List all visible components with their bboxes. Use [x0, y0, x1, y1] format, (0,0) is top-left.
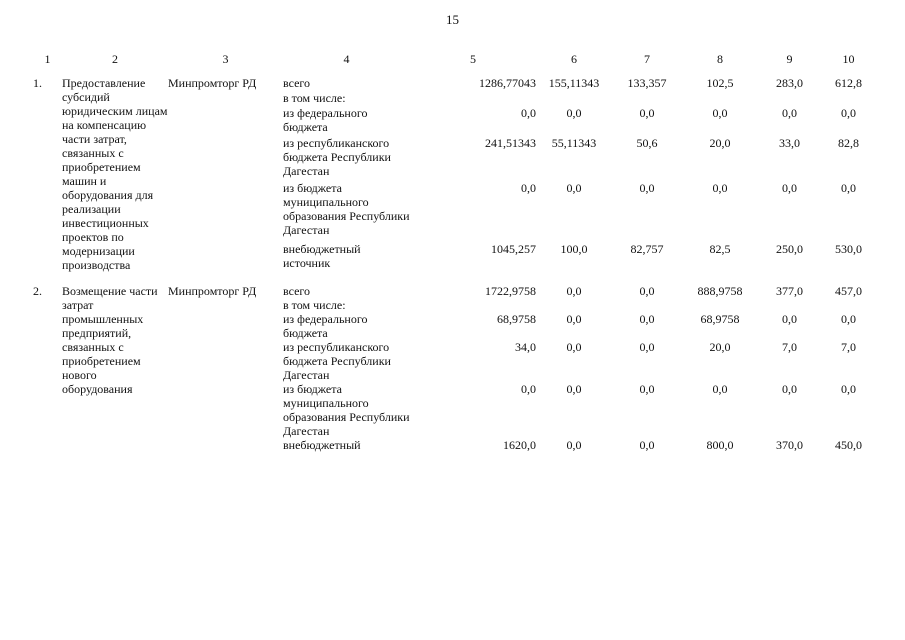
value-cell: 0,0 — [639, 106, 655, 121]
header-cell: 7 — [644, 52, 650, 66]
page-number: 15 — [446, 12, 459, 27]
value-cell — [536, 91, 612, 106]
value-cell — [758, 91, 821, 106]
value-cell: 457,0 — [835, 284, 862, 298]
value-cell: 1722,9758 — [485, 284, 536, 298]
value-cell: 1286,77043 — [479, 76, 536, 90]
funding-source: из республиканского бюджета Республики Дагестан — [283, 136, 391, 179]
value-cell: 283,0 — [776, 76, 803, 90]
value-cell: 0,0 — [639, 438, 655, 452]
header-cell: 2 — [112, 52, 118, 66]
value-cell — [758, 298, 821, 312]
value-cell: 0,0 — [566, 382, 582, 396]
value-cell — [682, 298, 758, 312]
value-cell: 0,0 — [566, 312, 582, 326]
funding-source: из республиканского бюджета Республики Дагестан — [283, 340, 391, 382]
value-cell: 68,9758 — [497, 312, 536, 326]
value-cell — [410, 91, 536, 106]
value-cell: 0,0 — [639, 181, 655, 196]
funding-source: из федерального бюджета — [283, 106, 368, 135]
program-index: 1. — [33, 76, 42, 90]
value-cell: 250,0 — [776, 241, 803, 256]
value-cell: 68,9758 — [700, 312, 740, 326]
value-cell: 7,0 — [782, 340, 797, 354]
value-cell — [821, 298, 876, 312]
value-cell: 7,0 — [841, 340, 856, 354]
table-row — [33, 272, 876, 298]
funding-source: в том числе: — [283, 91, 346, 106]
value-cell: 0,0 — [566, 340, 582, 354]
value-cell: 450,0 — [835, 438, 862, 452]
funding-source: всего — [283, 284, 311, 298]
value-cell: 102,5 — [706, 76, 734, 90]
value-cell: 20,0 — [709, 136, 731, 151]
value-cell — [612, 91, 682, 106]
value-cell: 0,0 — [521, 181, 536, 196]
value-cell — [612, 298, 682, 312]
value-cell: 370,0 — [776, 438, 803, 452]
funding-source: всего — [283, 76, 311, 90]
value-cell: 612,8 — [835, 76, 862, 90]
header-cell: 8 — [717, 52, 723, 66]
program-description: Предоставление субсидий юридическим лицам на компенсацию части затрат, связанных с приобретением машин и оборудования для реализации инвестиционных проектов по модернизации производства — [62, 76, 168, 272]
funding-source: внебюджетный — [283, 438, 361, 452]
funding-source: из федерального бюджета — [283, 312, 368, 340]
program-executor: Минпромторг РД — [168, 76, 257, 90]
value-cell: 0,0 — [566, 181, 582, 196]
value-cell: 133,357 — [627, 76, 667, 90]
value-cell — [536, 298, 612, 312]
value-cell — [410, 298, 536, 312]
value-cell: 0,0 — [782, 181, 797, 196]
value-cell: 0,0 — [841, 312, 856, 326]
value-cell: 377,0 — [776, 284, 803, 298]
funding-source: внебюджетный источник — [283, 241, 361, 270]
value-cell: 530,0 — [835, 241, 862, 256]
value-cell: 82,757 — [630, 241, 664, 256]
header-cell: 6 — [571, 52, 577, 66]
header-cell: 1 — [44, 52, 51, 66]
program-description: Возмещение части затрат промышленных предприятий, связанных с приобретением нового оборудования — [62, 284, 158, 396]
value-cell: 888,9758 — [697, 284, 743, 298]
value-cell: 0,0 — [782, 312, 797, 326]
value-cell: 82,8 — [838, 136, 859, 151]
value-cell: 0,0 — [639, 340, 655, 354]
value-cell: 0,0 — [566, 438, 582, 452]
value-cell: 55,11343 — [551, 136, 597, 151]
program-table — [33, 52, 876, 452]
value-cell: 0,0 — [639, 382, 655, 396]
value-cell: 33,0 — [779, 136, 800, 151]
value-cell: 0,0 — [782, 382, 797, 396]
value-cell: 34,0 — [515, 340, 536, 354]
value-cell — [821, 91, 876, 106]
value-cell: 0,0 — [782, 106, 797, 121]
header-cell: 4 — [343, 52, 350, 66]
value-cell: 0,0 — [639, 284, 655, 298]
value-cell: 155,11343 — [548, 76, 600, 90]
value-cell: 20,0 — [709, 340, 731, 354]
value-cell: 0,0 — [841, 181, 856, 196]
value-cell: 0,0 — [566, 106, 582, 121]
program-index: 2. — [33, 284, 42, 298]
value-cell: 0,0 — [712, 106, 728, 121]
header-cell: 9 — [786, 52, 793, 66]
value-cell: 800,0 — [706, 438, 734, 452]
value-cell: 50,6 — [636, 136, 658, 151]
value-cell: 0,0 — [841, 382, 856, 396]
funding-source: в том числе: — [283, 298, 346, 312]
value-cell: 0,0 — [841, 106, 856, 121]
table-row — [33, 76, 876, 91]
value-cell: 82,5 — [709, 241, 731, 256]
header-cell: 10 — [842, 52, 855, 66]
value-cell — [682, 91, 758, 106]
value-cell: 241,51343 — [485, 136, 536, 151]
value-cell: 100,0 — [560, 241, 588, 256]
value-cell: 0,0 — [521, 382, 536, 396]
header-row — [33, 52, 876, 76]
funding-source: из бюджета муниципального образования Республики Дагестан — [283, 181, 410, 238]
funding-source: из бюджета муниципального образования Республики Дагестан — [283, 382, 410, 438]
header-cell: 3 — [222, 52, 229, 66]
value-cell: 0,0 — [521, 106, 536, 121]
value-cell: 1620,0 — [503, 438, 536, 452]
program-executor: Минпромторг РД — [168, 284, 257, 298]
value-cell: 1045,257 — [491, 241, 536, 256]
value-cell: 0,0 — [712, 181, 728, 196]
value-cell: 0,0 — [566, 284, 582, 298]
value-cell: 0,0 — [712, 382, 728, 396]
header-cell: 5 — [470, 52, 476, 66]
value-cell: 0,0 — [639, 312, 655, 326]
